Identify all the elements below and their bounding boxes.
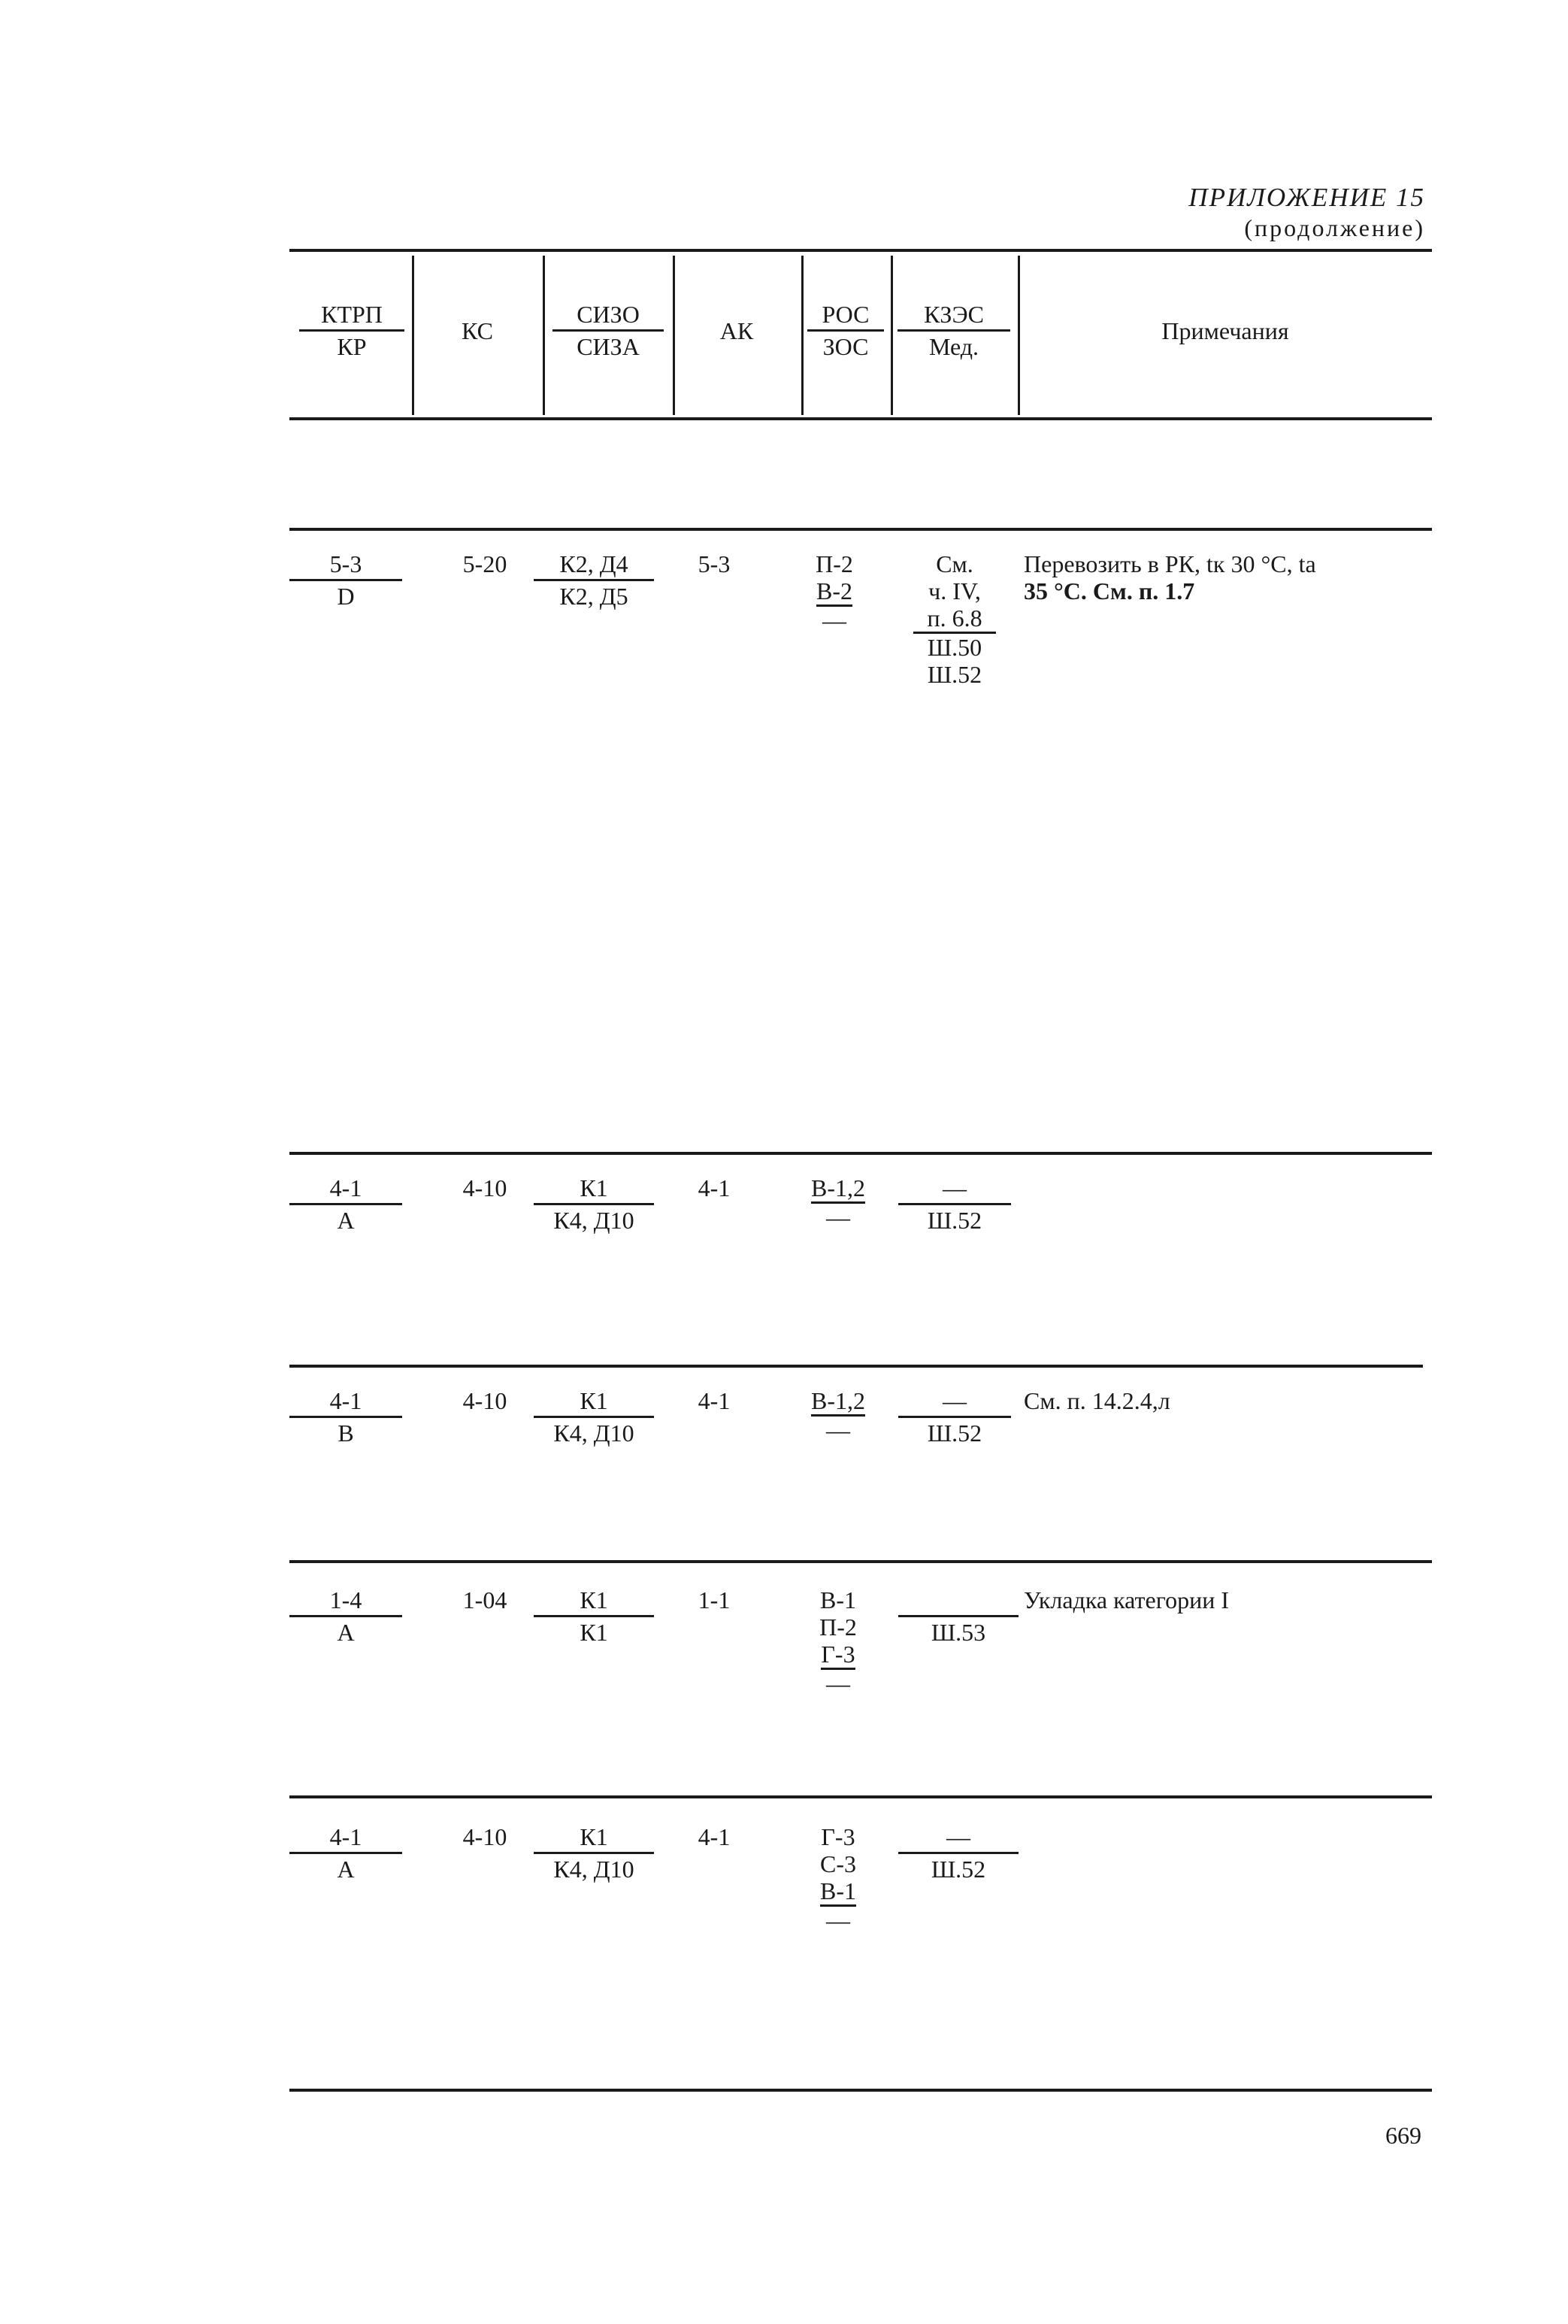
table-row-3-note: См. п. 14.2.4,л [1024, 1387, 1170, 1414]
appendix-subtitle: (продолжение) [1244, 214, 1425, 241]
table-row-3-ktrp: 4-1 B [289, 1387, 402, 1447]
table-row-3-ros: В-1,2 — [811, 1387, 865, 1444]
table-row-1-kzes: См. ч. IV, п. 6.8 Ш.50 Ш.52 [898, 550, 1011, 688]
table-row-4-ktrp: 1-4 A [289, 1586, 402, 1646]
table-row-5-kzes: — Ш.52 [898, 1823, 1019, 1883]
table-row-1-note: Перевозить в РК, tк 30 °С, tа 35 °С. См. п. 1.7 [1024, 550, 1316, 604]
table-row-4-note: Укладка категории I [1024, 1586, 1229, 1613]
col-separator [1018, 256, 1020, 415]
col-head-sizo: СИЗО СИЗА [552, 301, 664, 360]
table-row-4-sizo: К1 К1 [534, 1586, 654, 1646]
appendix-title: ПРИЛОЖЕНИЕ 15 [1188, 183, 1425, 212]
col-head-kzes: КЗЭС Мед. [898, 301, 1010, 360]
table-row-5-ros: Г-3 С-3 В-1 — [820, 1823, 856, 1934]
col-separator [543, 256, 545, 415]
table-row-3-ks: 4-10 [462, 1387, 507, 1414]
col-head-ak: АК [719, 317, 754, 344]
table-row-3-ak: 4-1 [698, 1387, 731, 1414]
col-separator [801, 256, 804, 415]
table-row-5-ktrp: 4-1 A [289, 1823, 402, 1883]
table-row-1-ks: 5-20 [462, 550, 507, 577]
table-row-5-ak: 4-1 [698, 1823, 731, 1850]
page-number: 669 [1385, 2122, 1421, 2149]
table-bottom-rule [289, 2089, 1432, 2092]
col-head-ks: КС [462, 317, 493, 344]
table-row-1-sizo: К2, Д4 К2, Д5 [534, 550, 654, 610]
table-row-2-ak: 4-1 [698, 1174, 731, 1201]
table-row-1-ak: 5-3 [698, 550, 731, 577]
table-row-5-sizo: К1 К4, Д10 [534, 1823, 654, 1883]
table-row-1-ros: П-2 В-2 — [816, 550, 853, 634]
col-head-ktrp: КТРП КР [299, 301, 404, 360]
table-row-3-kzes: — Ш.52 [898, 1387, 1011, 1447]
row-rule [289, 1365, 1423, 1368]
table-row-2-ks: 4-10 [462, 1174, 507, 1201]
row-rule [289, 1795, 1432, 1798]
table-row-3-sizo: К1 К4, Д10 [534, 1387, 654, 1447]
row-rule [289, 1152, 1432, 1155]
table-row-4-ros: В-1 П-2 Г-3 — [819, 1586, 857, 1697]
col-head-ros: РОС ЗОС [807, 301, 884, 360]
table-row-2-kzes: — Ш.52 [898, 1174, 1011, 1234]
table-row-4-ak: 1-1 [698, 1586, 731, 1613]
table-row-2-sizo: К1 К4, Д10 [534, 1174, 654, 1234]
table-row-4-kzes: Ш.53 [898, 1586, 1019, 1646]
row-rule [289, 1560, 1432, 1563]
table-row-4-ks: 1-04 [462, 1586, 507, 1613]
table-row-1-ktrp: 5-3 D [289, 550, 402, 610]
col-separator [412, 256, 414, 415]
table-head-bottom-rule [289, 417, 1432, 420]
col-separator [673, 256, 675, 415]
row-rule [289, 528, 1432, 531]
col-separator [891, 256, 893, 415]
col-head-notes: Примечания [1161, 317, 1289, 344]
table-top-rule [289, 249, 1432, 252]
table-row-2-ktrp: 4-1 A [289, 1174, 402, 1234]
table-row-2-ros: В-1,2 — [811, 1174, 865, 1231]
table-row-5-ks: 4-10 [462, 1823, 507, 1850]
